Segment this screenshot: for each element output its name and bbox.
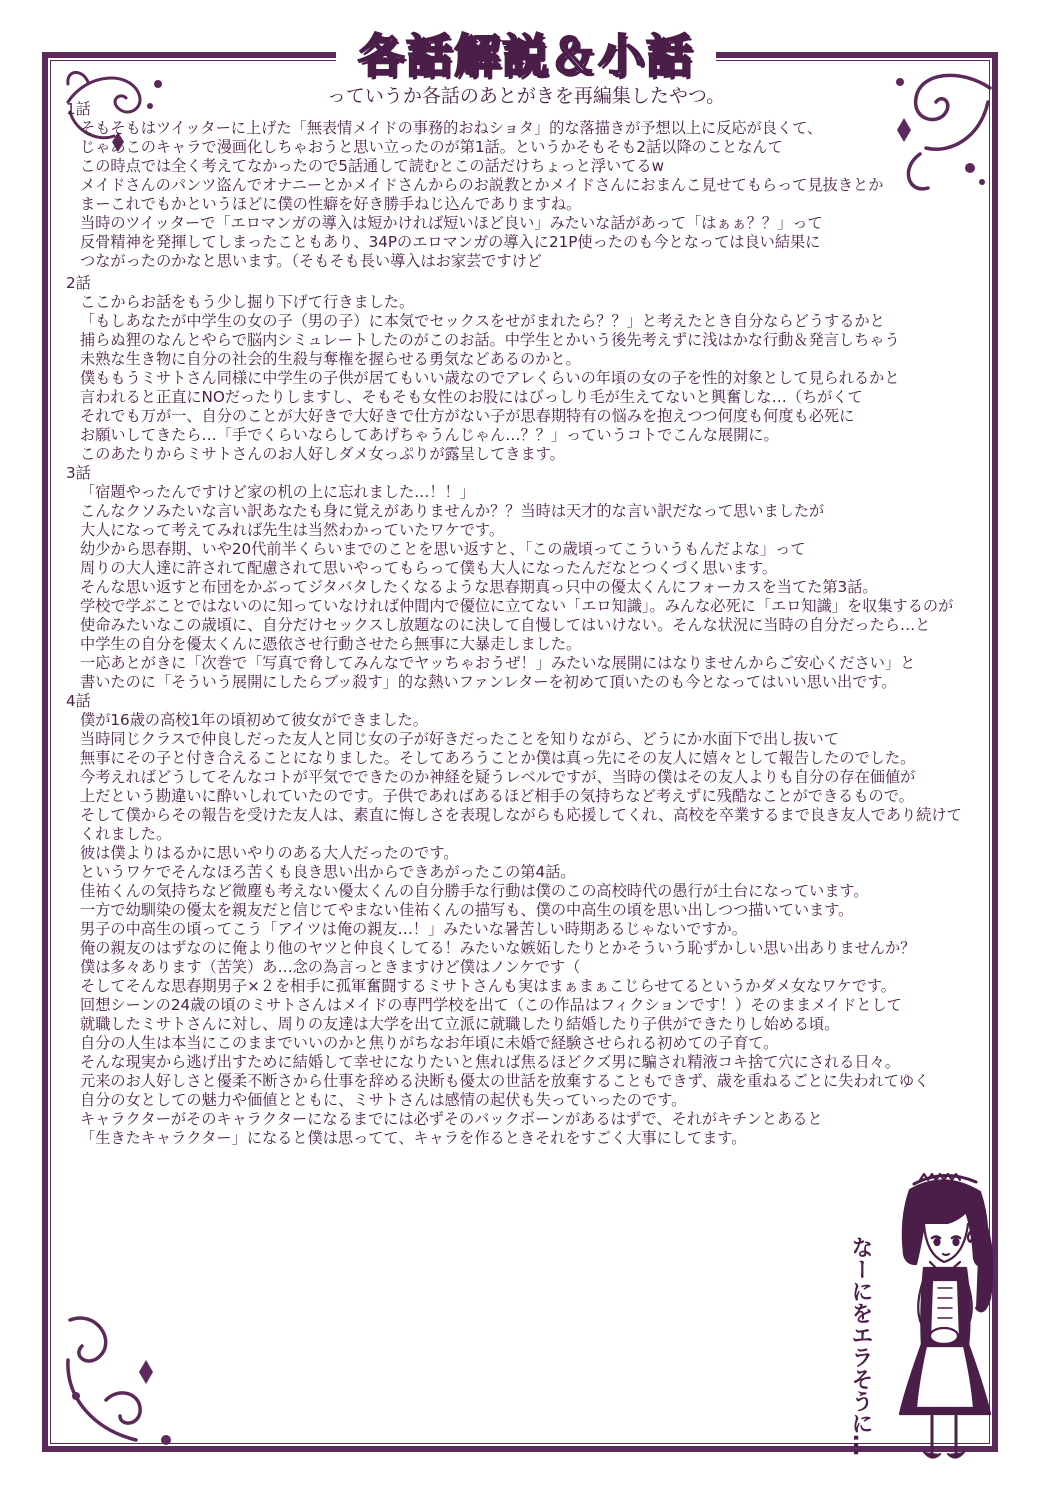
text-line: 学校で学ぶことではないのに知っていなければ仲間内で優位に立てない「エロ知識」。みんな必死に「エロ知識」を収集するのが — [80, 597, 954, 615]
section-heading: 1話 — [66, 100, 91, 118]
section-episode-2 — [64, 274, 994, 464]
text-line: 「もしあなたが中学生の女の子（男の子）に本気でセックスをせがまれたら？？」と考えたとき自分ならどうするかと — [80, 312, 885, 330]
text-line: 「生きたキャラクター」になると僕は思ってて、キャラを作るときそれをすごく大事にしてます。 — [80, 1129, 747, 1147]
character-comment: なーにをエラそうに… — [848, 1236, 873, 1456]
text-line: 反骨精神を発揮してしまったこともあり、34Pのエロマンガの導入に21P使ったのも今となっては良い結果に — [80, 233, 821, 251]
section-heading: 2話 — [66, 274, 91, 292]
text-line: 幼少から思春期、いや20代前半くらいまでのことを思い返すと、「この歳頃ってこういうもんだよな」って — [80, 540, 806, 558]
text-line: 当時同じクラスで仲良しだった友人と同じ女の子が好きだったことを知りながら、どうにか水面下で出し抜いて — [80, 730, 839, 748]
text-line: キャラクターがそのキャラクターになるまでには必ずそのバックボーンがあるはずで、それがキチンとあると — [80, 1110, 823, 1128]
text-line: 言われると正直にNOだったりしますし、そもそも女性のお股にはびっしり毛が生えてないと興奮しな…（ちがくて — [80, 388, 863, 406]
text-line: そして僕からその報告を受けた友人は、素直に悔しさを表現しながらも応援してくれ、高校を卒業するまで良き友人であり続けて — [80, 806, 962, 824]
text-line: じゃあこのキャラで漫画化しちゃおうと思い立ったのが第1話。というかそもそも2話以降のことなんて — [80, 138, 783, 156]
text-line: 当時のツイッターで「エロマンガの導入は短かければ短いほど良い」みたいな話があって「はぁぁ？？」って — [80, 214, 823, 232]
text-line: 周りの大人達に許されて配慮されて思いやってもらって僕も大人になったんだなとつくづく思います。 — [80, 559, 778, 577]
section-heading: 3話 — [66, 464, 91, 482]
text-line: 僕は多々あります（苦笑）あ…念の為言っときますけど僕はノンケです（ — [80, 958, 581, 976]
commentary-body — [64, 100, 994, 1148]
text-line: それでも万が一、自分のことが大好きで大好きで仕方がない子が思春期特有の悩みを抱えつつ何度も何度も必死に — [80, 407, 855, 425]
page-title: 各話解説＆小話 — [336, 26, 716, 86]
text-line: 自分の人生は本当にこのままでいいのかと焦りがちなお年頃に未婚で経験させられる初めての子育て。 — [80, 1034, 779, 1052]
text-line: そんな現実から逃げ出すために結婚して幸せになりたいと焦れば焦るほどクズ男に騙され精液コキ捨て穴にされる日々。 — [80, 1053, 900, 1071]
text-line: 僕ももうミサトさん同様に中学生の子供が居てもいい歳なのでアレくらいの年頃の女の子を性的対象として見られるかと — [80, 369, 900, 387]
text-line: というワケでそんなほろ苦くも良き思い出からできあがったこの第4話。 — [80, 863, 576, 881]
text-line: 今考えればどうしてそんなコトが平気でできたのか神経を疑うレベルですが、当時の僕はその友人よりも自分の存在価値が — [80, 768, 916, 786]
text-line: 無事にその子と付き合えることになりました。そしてあろうことか僕は真っ先にその友人に嬉々として報告したのでした。 — [80, 749, 916, 767]
text-line: このあたりからミサトさんのお人好しダメ女っぷりが露呈してきます。 — [80, 445, 565, 463]
text-line: ここからお話をもう少し掘り下げて行きました。 — [80, 293, 415, 311]
page-subtitle: っていうか各話のあとがきを再編集したやつ。 — [326, 85, 726, 107]
text-line: 自分の女としての魅力や価値とともに、ミサトさんは感情の起伏も失っていったのです。 — [80, 1091, 687, 1109]
text-line: 一応あとがきに「次巻で「写真で脅してみんなでヤッちゃおうぜ！」みたいな展開にはなりませんからご安心ください」と — [80, 654, 916, 672]
text-line: 彼は僕よりはるかに思いやりのある大人だったのです。 — [80, 844, 459, 862]
text-line: くれました。 — [80, 825, 172, 843]
text-line: まーこれでもかというほどに僕の性癖を好き勝手ねじ込んでありますね。 — [80, 195, 582, 213]
text-line: 就職したミサトさんに対し、周りの友達は大学を出て立派に就職したり結婚したり子供ができたりし始める頃。 — [80, 1015, 840, 1033]
text-line: 上だという勘違いに酔いしれていたのです。子供であればあるほど相手の気持ちなど考えずに残酷なことができるもので。 — [80, 787, 914, 805]
text-line: つながったのかなと思います。（そもそも長い導入はお家芸ですけど — [80, 252, 542, 270]
text-line: 回想シーンの24歳の頃のミサトさんはメイドの専門学校を出て（この作品はフィクションです！）そのままメイドとして — [80, 996, 902, 1014]
maid-character-illustration — [880, 1168, 1010, 1468]
text-line: 一方で幼馴染の優太を親友だと信じてやまない佳祐くんの描写も、僕の中高生の頃を思い出しつつ描いています。 — [80, 901, 854, 919]
section-episode-1 — [64, 100, 994, 271]
text-line: 佳祐くんの気持ちなど微塵も考えない優太くんの自分勝手な行動は僕のこの高校時代の愚行が土台になっています。 — [80, 882, 869, 900]
text-line: 捕らぬ狸のなんとやらで脳内シミュレートしたのがこのお話。中学生とかいう後先考えずに浅はかな行動＆発言しちゃう — [80, 331, 900, 349]
text-line: 僕が16歳の高校1年の頃初めて彼女ができました。 — [80, 711, 428, 729]
text-line: この時点では全く考えてなかったので5話通して読むとこの話だけちょっと浮いてるw — [80, 157, 665, 175]
text-line: 大人になって考えてみれば先生は当然わかっていたワケです。 — [80, 521, 505, 539]
section-episode-3 — [64, 464, 994, 692]
text-line: メイドさんのパンツ盗んでオナニーとかメイドさんからのお説教とかメイドさんにおまんこ見せてもらって見抜きとか — [80, 176, 884, 194]
text-line: 「宿題やったんですけど家の机の上に忘れました…！！」 — [80, 483, 475, 501]
text-line: 元来のお人好しさと優柔不断さから仕事を辞める決断も優太の世話を放棄することもできず、歳を重ねるごとに失われてゆく — [80, 1072, 930, 1090]
section-heading: 4話 — [66, 692, 91, 710]
text-line: 書いたのに「そういう展開にしたらブッ殺す」的な熱いファンレターを初めて頂いたのも今となってはいい思い出です。 — [80, 673, 897, 691]
flourish-ornament-bottom-left — [56, 1300, 186, 1460]
text-line: 中学生の自分を優太くんに憑依させ行動させたら無事に大暴走しました。 — [80, 635, 582, 653]
text-line: 男子の中高生の頃ってこう「アイツは俺の親友…！」みたいな暑苦しい時期あるじゃないですか。 — [80, 920, 747, 938]
text-line: そもそもはツイッターに上げた「無表情メイドの事務的おねショタ」的な落描きが予想以上に反応が良くて、 — [80, 119, 823, 137]
text-line: そしてそんな思春期男子×２を相手に孤軍奮闘するミサトさんも実はまぁまぁこじらせてるというかダメ女なワケです。 — [80, 977, 896, 995]
section-episode-4 — [64, 692, 994, 1148]
text-line: そんな思い返すと布団をかぶってジタバタしたくなるような思春期真っ只中の優太くんにフォーカスを当てた第3話。 — [80, 578, 878, 596]
text-line: 未熟な生き物に自分の社会的生殺与奪権を握らせる勇気などあるのかと。 — [80, 350, 581, 368]
text-line: 使命みたいなこの歳頃に、自分だけセックスし放題なのに決して自慢してはいけない。そんな状況に当時の自分だったら…と — [80, 616, 931, 634]
text-line: 俺の親友のはずなのに俺より他のヤツと仲良くしてる！みたいな嫉妬したりとかそういう恥ずかしい思い出ありませんか？ — [80, 939, 916, 957]
text-line: お願いしてきたら…「手でくらいならしてあげちゃうんじゃん…？？」っていうコトでこんな展開に。 — [80, 426, 779, 444]
text-line: こんなクソみたいな言い訳あなたも身に覚えがありませんか？？当時は天才的な言い訳だなって思いましたが — [80, 502, 825, 520]
